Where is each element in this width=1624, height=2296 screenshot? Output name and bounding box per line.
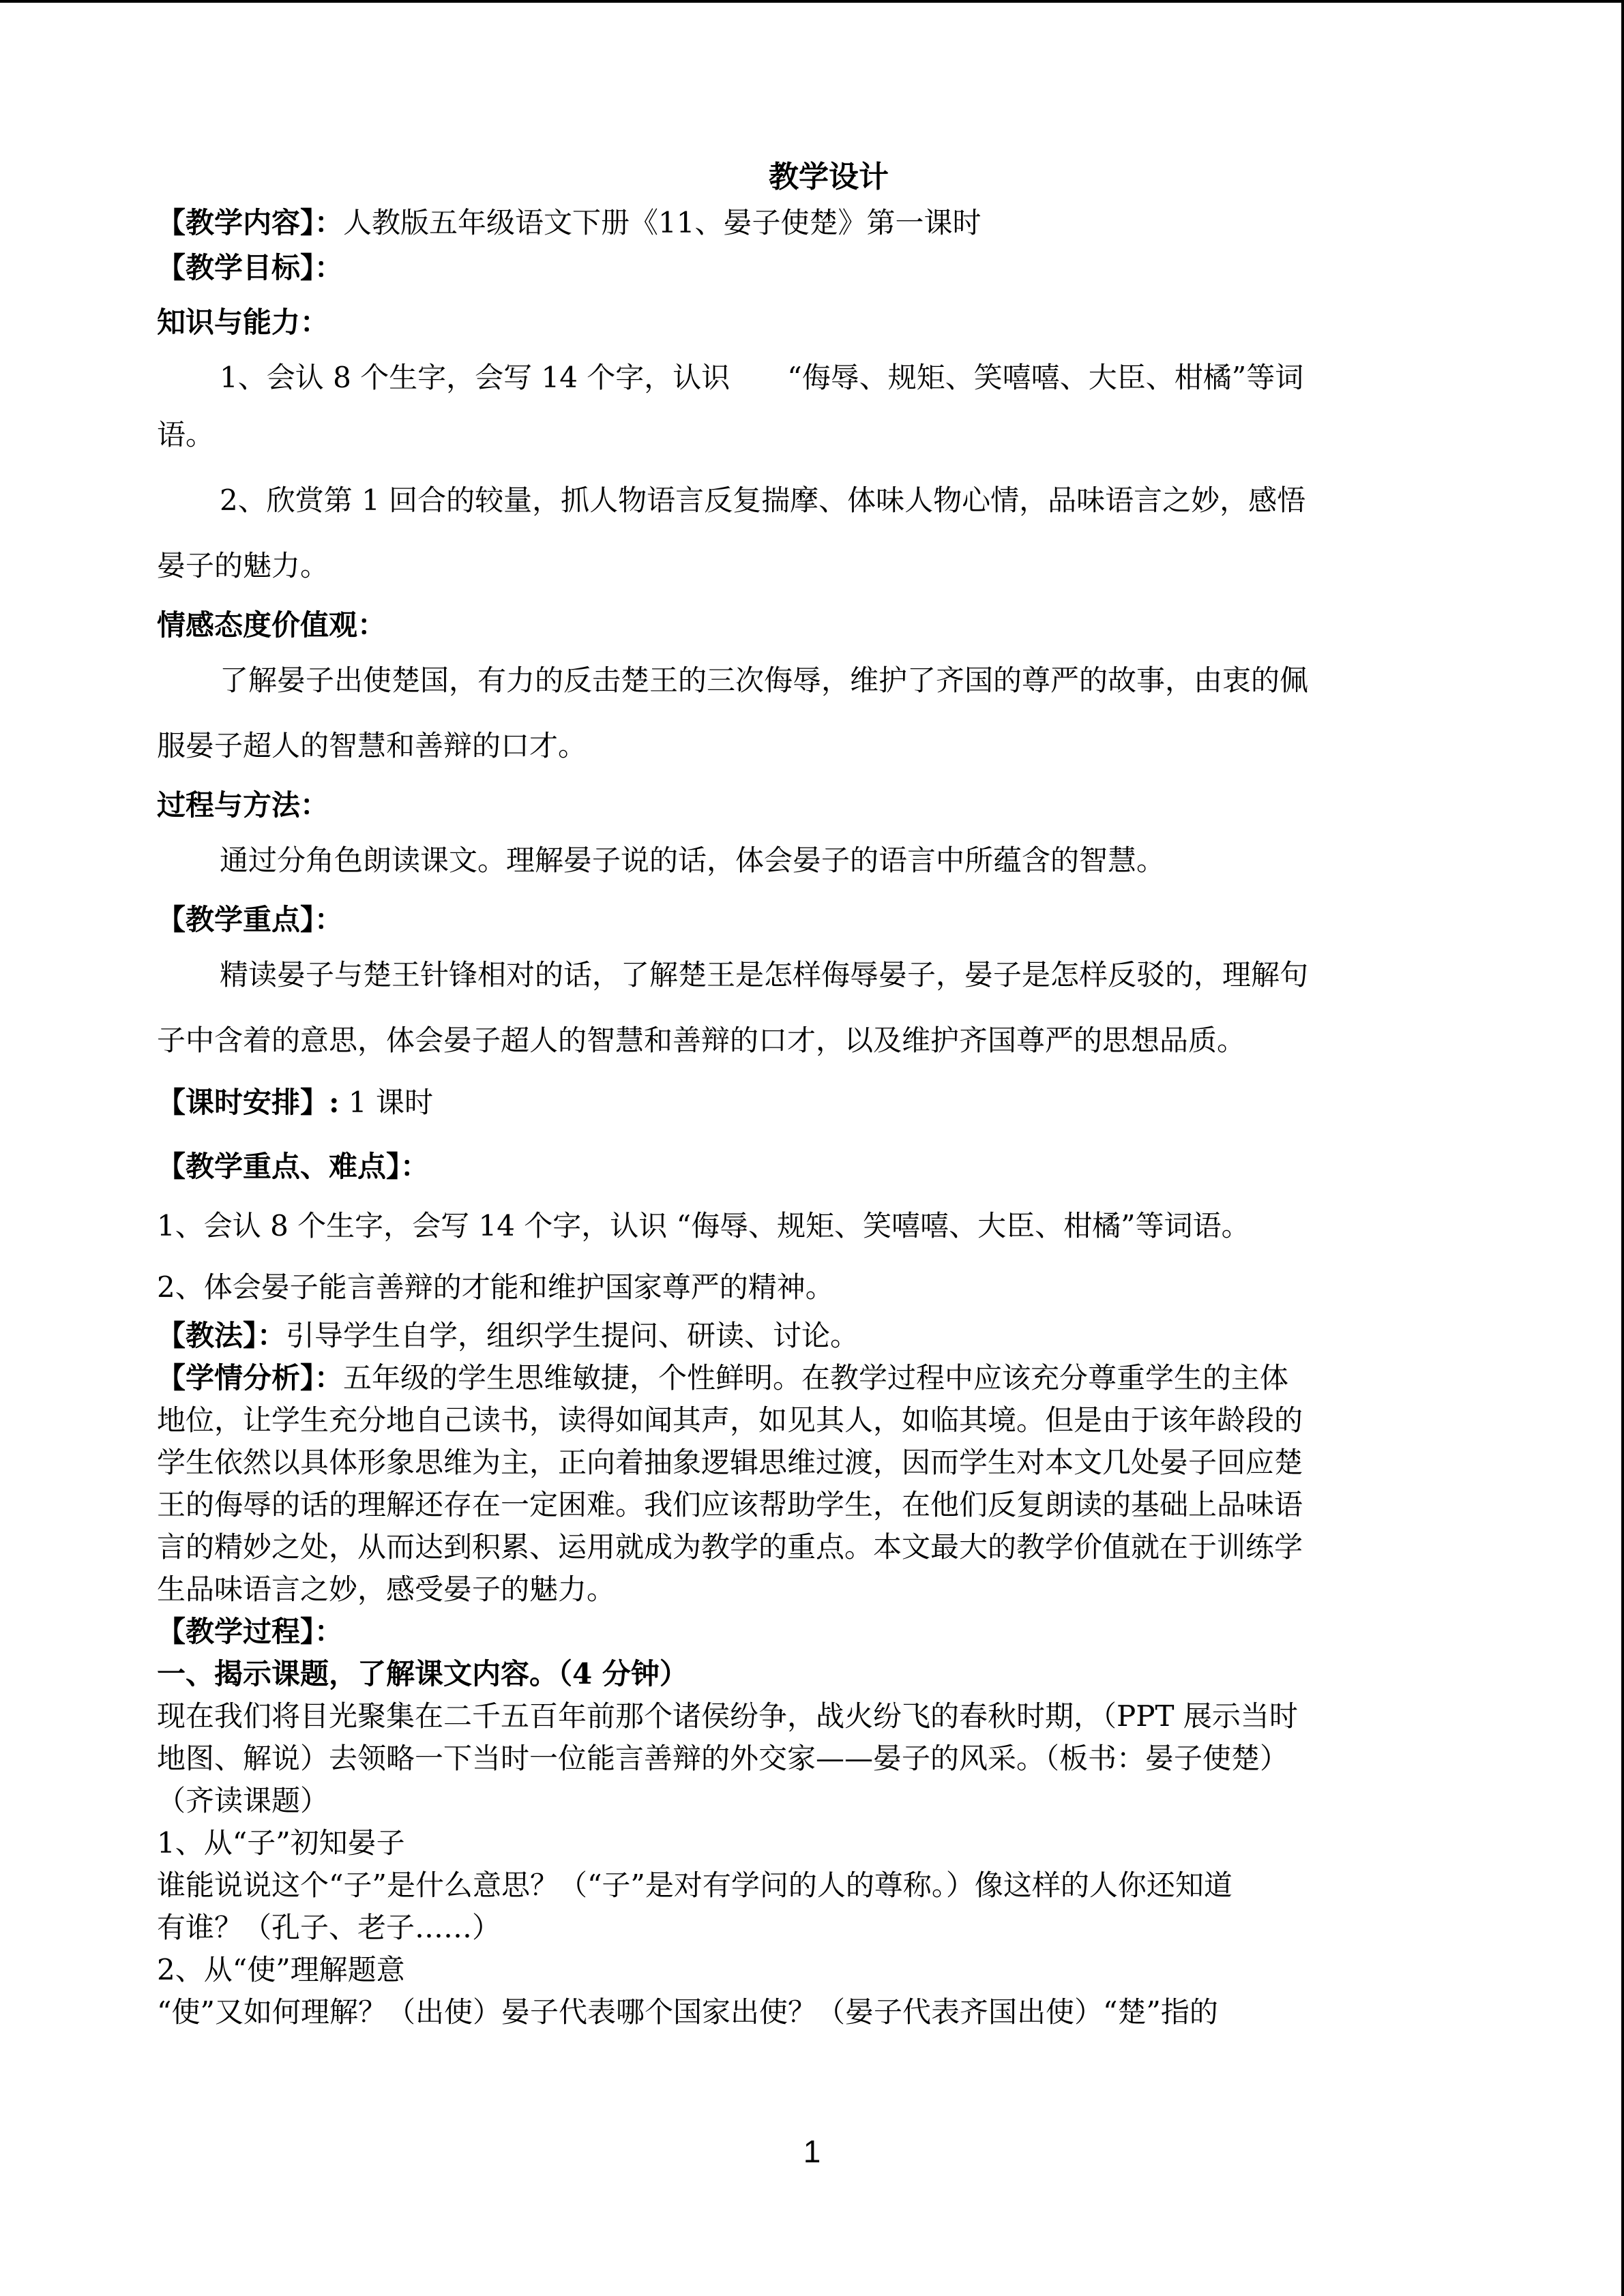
- method-value: 引导学生自学，组织学生提问、研读、讨论。: [286, 1319, 859, 1352]
- teaching-content-row: [157, 200, 1473, 245]
- method-label: 【教法】：: [157, 1319, 286, 1352]
- analysis-line-1: 五年级的学生思维敏捷，个性鲜明。在教学过程中应该充分尊重学生的主体: [343, 1361, 1289, 1395]
- knowledge-item-2-cont: 晏子的魅力。: [157, 549, 329, 582]
- teaching-process-label: 【教学过程】：: [157, 1615, 344, 1648]
- knowledge-item-1: 1、会认 8 个生字，会写 14 个字，认识 “侮辱、规矩、笑嘻嘻、大臣、柑橘”等词: [220, 361, 1304, 394]
- sub-1-line-1: 谁能说说这个“子”是什么意思？（“子”是对有学问的人的尊称。）像这样的人你还知道: [157, 1868, 1232, 1902]
- step-1-line-2: 地图、解说）去领略一下当时一位能言善辩的外交家——晏子的风采。（板书：晏子使楚）: [157, 1742, 1289, 1775]
- step-1-line-1: 现在我们将目光聚集在二千五百年前那个诸侯纷争，战火纷飞的春秋时期，（PPT 展示当时: [157, 1699, 1298, 1733]
- sub-1-line-2: 有谁？（孔子、老子……）: [157, 1911, 501, 1944]
- teaching-focus-label: 【教学重点】：: [157, 903, 344, 936]
- emotion-heading: 情感态度价值观：: [157, 608, 387, 642]
- schedule-row: [157, 1080, 1473, 1125]
- analysis-line-3: 学生依然以具体形象思维为主，正向着抽象逻辑思维过渡，因而学生对本文几处晏子回应楚: [157, 1446, 1303, 1479]
- document-title: 教学设计: [769, 160, 889, 194]
- teaching-goal-label: 【教学目标】：: [157, 251, 344, 284]
- step-1-heading: 一、揭示课题，了解课文内容。（4 分钟）: [157, 1657, 688, 1690]
- knowledge-item-2: 2、欣赏第 1 回合的较量，抓人物语言反复揣摩、体味人物心情，品味语言之妙，感悟: [220, 483, 1306, 517]
- teaching-content-label: 【教学内容】：: [157, 206, 344, 239]
- teaching-focus-text: 精读晏子与楚王针锋相对的话，了解楚王是怎样侮辱晏子，晏子是怎样反驳的，理解句: [220, 958, 1309, 992]
- emotion-text: 了解晏子出使楚国，有力的反击楚王的三次侮辱，维护了齐国的尊严的故事，由衷的佩: [220, 664, 1309, 697]
- page-number: 1: [803, 2134, 821, 2169]
- difficulty-item-2: 2、体会晏子能言善辩的才能和维护国家尊严的精神。: [157, 1270, 834, 1304]
- difficulty-label: 【教学重点、难点】：: [157, 1150, 430, 1183]
- sub-1-heading: 1、从“子”初知晏子: [157, 1826, 405, 1860]
- analysis-row: [157, 1357, 1473, 1399]
- schedule-value: 1 课时: [339, 1086, 433, 1119]
- sub-2-line-1: “使”又如何理解？（出使）晏子代表哪个国家出使？（晏子代表齐国出使）“楚”指的: [157, 1995, 1218, 2029]
- step-1-line-3: （齐读课题）: [157, 1784, 329, 1817]
- analysis-line-6: 生品味语言之妙，感受晏子的魅力。: [157, 1572, 616, 1606]
- document-body: [157, 154, 1473, 2033]
- emotion-text-cont: 服晏子超人的智慧和善辩的口才。: [157, 729, 587, 762]
- analysis-label: 【学情分析】：: [157, 1361, 344, 1395]
- process-method-heading: 过程与方法：: [157, 788, 329, 822]
- analysis-line-2: 地位，让学生充分地自己读书，读得如闻其声，如见其人，如临其境。但是由于该年龄段的: [157, 1403, 1303, 1437]
- schedule-label: 【课时安排】:: [157, 1086, 340, 1119]
- teaching-focus-text-cont: 子中含着的意思，体会晏子超人的智慧和善辩的口才，以及维护齐国尊严的思想品质。: [157, 1024, 1246, 1057]
- teaching-content-value: 人教版五年级语文下册《11、晏子使楚》第一课时: [343, 206, 981, 239]
- method-row: [157, 1315, 1473, 1357]
- knowledge-item-1-cont: 语。: [157, 418, 215, 451]
- analysis-line-4: 王的侮辱的话的理解还存在一定困难。我们应该帮助学生，在他们反复朗读的基础上品味语: [157, 1488, 1303, 1521]
- analysis-line-5: 言的精妙之处，从而达到积累、运用就成为教学的重点。本文最大的教学价值就在于训练学: [157, 1530, 1303, 1564]
- knowledge-heading: 知识与能力：: [157, 305, 329, 339]
- difficulty-item-1: 1、会认 8 个生字，会写 14 个字，认识 “侮辱、规矩、笑嘻嘻、大臣、柑橘”等词语。: [157, 1209, 1250, 1242]
- sub-2-heading: 2、从“使”理解题意: [157, 1953, 405, 1986]
- process-method-text: 通过分角色朗读课文。理解晏子说的话，体会晏子的语言中所蕴含的智慧。: [220, 844, 1166, 877]
